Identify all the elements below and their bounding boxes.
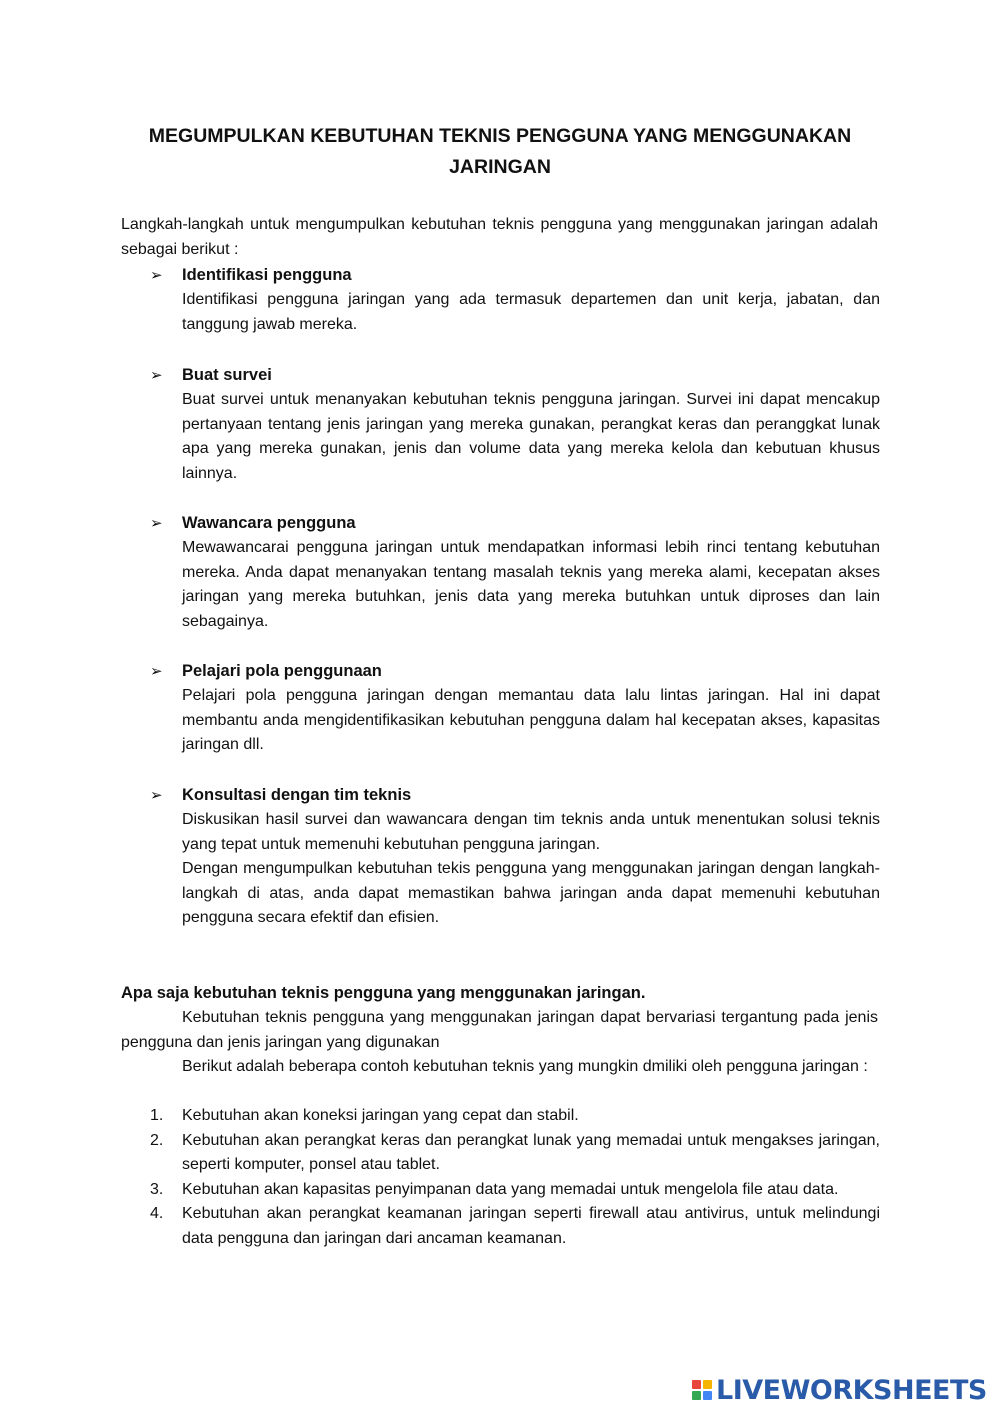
list-item-text: Kebutuhan akan perangkat keamanan jaringan seperti firewall atau antivirus, untuk melindungi data pengguna dan jaringan dari ancaman keamanan.	[182, 1205, 880, 1247]
arrow-bullet-icon: ➢	[150, 663, 163, 680]
section-heading	[150, 511, 880, 536]
list-item-number: 4.	[150, 1205, 164, 1222]
list-item-text: Kebutuhan akan koneksi jaringan yang cepat dan stabil.	[182, 1107, 579, 1124]
section-heading-text: Identifikasi pengguna	[182, 266, 352, 284]
section-body-conclusion: Dengan mengumpulkan kebutuhan tekis pengguna yang menggunakan jaringan dengan langkah-langkah di atas, anda dapat memastikan bahwa jaringan anda dapat memenuhi kebutuhan pengguna secara efektif dan efisien.	[182, 860, 880, 926]
section-body: Diskusikan hasil survei dan wawancara dengan tim teknis anda untuk menentukan solusi teknis yang tepat untuk memenuhi kebutuhan pengguna jaringan.	[182, 811, 880, 853]
logo-mark-square	[703, 1391, 712, 1400]
section-body: Mewawancarai pengguna jaringan untuk mendapatkan informasi lebih rinci tentang kebutuhan mereka. Anda dapat menanyakan tentang masalah teknis yang mereka alami, kecepatan akses jaringan yang mereka butuhkan, jenis data yang mereka butuhkan untuk diproses dan lain sebagainya.	[182, 539, 880, 630]
section-heading-text: Buat survei	[182, 366, 272, 384]
logo-mark-square	[703, 1380, 712, 1389]
paragraph-variasi: Kebutuhan teknis pengguna yang menggunakan jaringan dapat bervariasi tergantung pada jenis pengguna dan jenis jaringan yang digunakan	[121, 1009, 878, 1051]
logo-mark-square	[692, 1391, 701, 1400]
list-item-number: 3.	[150, 1180, 164, 1198]
intro-paragraph: Langkah-langkah untuk mengumpulkan kebutuhan teknis pengguna yang menggunakan jaringan adalah sebagai berikut :	[121, 216, 878, 258]
list-item-text: Kebutuhan akan perangkat keras dan perangkat lunak yang memadai untuk mengakses jaringan, seperti komputer, ponsel atau tablet.	[182, 1131, 880, 1173]
logo-mark-icon	[692, 1380, 712, 1400]
section-wawancara	[150, 511, 880, 634]
arrow-bullet-icon: ➢	[150, 267, 163, 284]
arrow-bullet-icon: ➢	[150, 787, 163, 804]
section-heading	[150, 363, 880, 388]
list-item	[120, 1202, 880, 1251]
section-body: Identifikasi pengguna jaringan yang ada termasuk departemen dan unit kerja, jabatan, dan tanggung jawab mereka.	[182, 291, 880, 333]
section-body: Buat survei untuk menanyakan kebutuhan teknis pengguna jaringan. Survei ini dapat mencakup pertanyaan tentang jenis jaringan yang mereka gunakan, perangkat keras dan peranggkat lunak apa yang mereka gunakan, jenis dan volume data yang mereka kelola dan kebutuan khusus lainnya.	[182, 391, 880, 482]
page-title	[120, 121, 880, 183]
arrow-bullet-icon: ➢	[150, 515, 163, 532]
logo-text: LIVEWORKSHEETS	[716, 1374, 987, 1406]
list-item	[120, 1104, 880, 1129]
section-heading	[150, 783, 880, 808]
page-title-line-1: MEGUMPULKAN KEBUTUHAN TEKNIS PENGGUNA YANG MENGGUNAKAN	[148, 125, 852, 147]
section-identifikasi	[150, 263, 880, 337]
arrow-bullet-icon: ➢	[150, 367, 163, 384]
section-pola	[150, 659, 880, 758]
section-body: Pelajari pola pengguna jaringan dengan memantau data lalu lintas jaringan. Hal ini dapat membantu anda mengidentifikasikan kebutuhan pengguna dalam hal kecepatan akses, kapasitas jaringan dll.	[182, 687, 880, 753]
list-item	[120, 1129, 880, 1178]
section-heading-text: Wawancara pengguna	[182, 514, 356, 532]
numbered-list	[120, 1104, 880, 1251]
list-item-number: 2.	[150, 1131, 164, 1149]
list-item-number: 1.	[150, 1107, 164, 1124]
page-title-line-2: JARINGAN	[449, 156, 551, 178]
liveworksheets-logo	[692, 1372, 987, 1408]
section-heading	[150, 263, 880, 288]
paragraph-contoh: Berikut adalah beberapa contoh kebutuhan teknis yang mungkin dmiliki oleh pengguna jaringan :	[182, 1058, 868, 1075]
logo-mark-square	[692, 1380, 701, 1389]
section-heading-text: Pelajari pola penggunaan	[182, 662, 382, 680]
section-survei	[150, 363, 880, 486]
list-item-text: Kebutuhan akan kapasitas penyimpanan data yang memadai untuk mengelola file atau data.	[182, 1180, 839, 1198]
section-konsultasi	[150, 783, 880, 931]
subheading: Apa saja kebutuhan teknis pengguna yang menggunakan jaringan.	[121, 984, 646, 1002]
list-item	[120, 1178, 880, 1203]
section-heading-text: Konsultasi dengan tim teknis	[182, 786, 412, 804]
section-heading	[150, 659, 880, 684]
